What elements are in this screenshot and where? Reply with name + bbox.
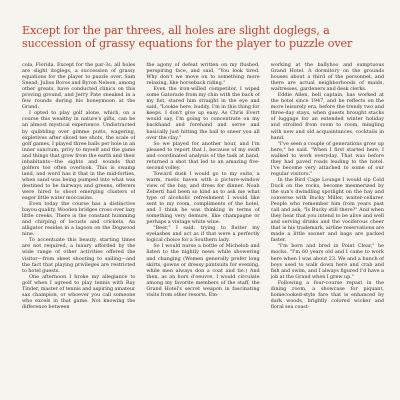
body-paragraph: In the Bird Cage Lounge I would sip Cold Duck on the rocks, become mesmerized by the sun's dwindling spotlight on the bay and converse with Bucky Miller, waiter-cellarer. People who remember him from years past call and ask, "Is Bucky still there?" And when they hear that you intend to be alive and well and serving drinks and the vociferous cheer that is his trademark, airline reservations are made a little sooner and bags are packed faster. — [270, 176, 384, 244]
body-paragraph: Toward dusk I would go to my suite, a warm, rustic haven with a picture-window view of the bay, and dress for dinner. Noah Zeberti had been so kind as to ask me what type of alcoholic refreshment I would like sent to my room, compliments of the hotel, and I think he was thinking in terms of something very demure, like champagne or perhaps a vintage white wine. — [146, 170, 260, 226]
article-header — [22, 24, 382, 50]
article-body — [22, 62, 384, 400]
text-column-1 — [22, 62, 135, 400]
body-paragraph: Even the iron-willed competitor, I wiped some Gatorade from my chin with the back of my fist, stared him straight in the eye and said, "Lookie here, buddy, I'm in this thing for keeps. I don't give up easy. As Chris Evert would say, I'm going to concentrate on my backhand and forehand and serve and basically just hitting the ball to sneer you all over the clay." — [146, 86, 260, 141]
text-column-3 — [271, 62, 384, 400]
body-paragraph: "I've seen a couple of generations grow up here," he said. "When I first started here, I walked to work everyday. That was before they had paved roads leading to the hotel. I've become very attached to some of our regular visitors." — [270, 140, 384, 177]
text-column-2 — [146, 62, 259, 400]
body-paragraph: Following a four-course repast in the dining room, a showcase for piquant, homecooked-style fare that is enhanced by dark woods, brightly colored wicker and floral sea coast- — [270, 279, 384, 310]
body-paragraph: the agony of defeat written on my flushed, perspiring face, and said, "You look tired. Why don't we move on to something more relaxing, like horseback riding." — [146, 62, 260, 87]
body-paragraph: So we played for another hour, and I'm pleased to report that I, because of my swift and coordinated analysis of the task at hand, returned a shot that led to an amazing five-second volley. — [146, 140, 260, 171]
body-paragraph: So I would nurse a bottle of Michelob and listen to the nightly news while showering and changing (Women generally prefer long skirts, gowns or dressy pantsuits for evening, while men always don a coat and tie.) And then, as an hors d'oeuvre, I would circulate among my favorite members of the staff, the Grand Hotel's secret weapon in fascinating visits from other resorts. Em- — [146, 243, 260, 298]
body-paragraph: To accentuate this beauty, starting times are not required, a luxury afforded by the wide range of other activities offered the visitor—from skeet shooting to sailing—and the fact that playing privileges are restricted to hotel guests. — [22, 237, 136, 274]
body-paragraph: Even today the course has a distinctive bayou quality. Wooden bridges cross over lazy little creeks. There is the constant humming and chirping of locusts and crickets. An alligator resides in a lagoon on the Dogwood nine. — [22, 201, 136, 238]
body-paragraph: I opted to play golf alone, which, on a course this wealthy in nature's gifts, can be an almost mystical experience. Undistracted by quibbling over gimme putts, wagering, expletives after sliced tee shots, the scale of golf games, I played three balls per hole in an inner sanctum, privy to myself and the game and things that grow from the earth and their inhabitants—the sights and sounds that golfers too often overlook. This is swamp land, and word has it that in the mid-forties, when sand was being pumped into what was destined to be fairways and greens, offerers were hired to shoot emerging clusters of eager little water moccasins. — [22, 110, 136, 202]
article-headline: Except for the par threes, all holes are slight doglegs, a succession of grassy equations for the player to puzzle over — [22, 24, 353, 50]
body-paragraph: "I'm born and bred in Point Clear," he mocks. "I'm 60 years old and I came to work here when I was about 23. We and a bunch of boys used to walk down here and crab and fish and swim, and I always figured I'd have a job at the Grand when I grew up." — [270, 243, 384, 280]
body-paragraph: "Beer," I said, trying to flutter my eyelashes and act as if that were a perfectly logical choice for a Southern lady. — [146, 225, 260, 244]
body-paragraph: One afternoon I broke my allegiance to golf when I agreed to play tennis with Ray Tinder, master of tennis and aspiring amateur sax champion, or whoever you call someone who excels in that game. Not knowing the difference between — [22, 273, 136, 310]
body-paragraph: cola, Florida. Except for the par-3s, all holes are slight doglegs, a succession of grassy equations for the player to puzzle over. Sam Snead, Julius Boros and Byron Nelson, among other greats, have conducted clinics on this proving ground, and Jerry Pate sneaked in a few rounds during his honeymoon at the Grand. — [22, 62, 136, 111]
body-paragraph: working at the ballyhoo and sumptuous Grand Hotel. A dormitory on the grounds houses about a third of the personnel, and there are actual neighborhoods of maids, waitresses, gardeners and desk clerks. — [270, 62, 384, 93]
body-paragraph: Eddie Allen, bell captain, has worked at the hotel since 1947, and he reflects on the more leisurely era, before the trendy two and three-day stays, when guests brought stacks of luggage for an extended winter holiday and strolled from room to room, mingling with new and old acquaintances, cocktails in hand. — [270, 92, 384, 141]
